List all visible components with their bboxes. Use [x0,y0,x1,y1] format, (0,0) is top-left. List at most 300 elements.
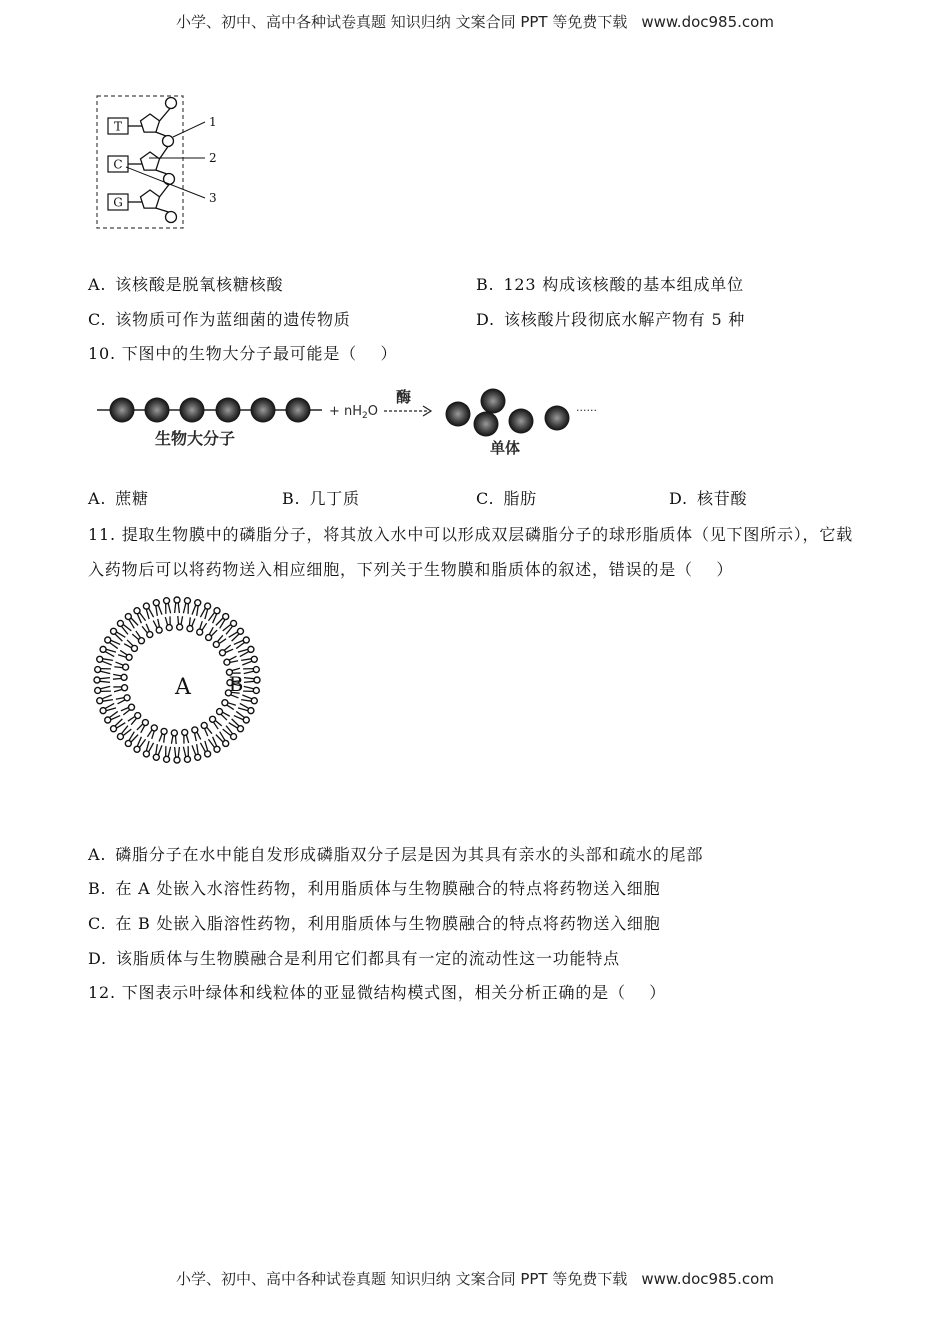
lipid-tail [178,616,179,624]
lipid-tail [205,741,208,751]
option-label: C. [88,310,107,329]
polymer-unit [251,398,276,423]
phospholipid-outer [174,747,180,763]
pointer-label-3: 3 [209,191,217,205]
lipid-head [214,608,220,614]
option-text: 脂肪 [503,489,537,508]
phospholipid-outer [95,667,111,674]
phospholipid-inner [201,722,212,736]
phospholipid-outer [229,628,244,641]
footer-slogan: 小学、初中、高中各种试卷真题 知识归纳 文案合同 PPT 等免费下载 [176,1270,628,1288]
lipid-head [95,687,101,693]
option-label: D. [669,489,688,508]
lipid-head [143,751,149,757]
phospholipid-inner [177,616,183,630]
option-text: 该核酸片段彻底水解产物有 5 种 [503,310,746,329]
lipid-head [111,628,117,634]
lipid-tail [202,623,206,630]
lipid-tail [137,724,143,730]
phospholipid-outer [183,598,190,614]
phospholipid-outer [243,667,259,674]
phospholipid-inner [113,685,127,692]
option-b [282,489,360,509]
phospholipid-outer [223,726,237,740]
lipid-head [253,667,259,673]
lipid-head [97,656,103,662]
lipid-head [164,756,170,762]
lipid-head [253,687,259,693]
lipid-head [105,717,111,723]
option-text: 该核酸是脱氧核糖核酸 [115,275,284,294]
base-t-label: T [113,119,123,134]
lipid-head [195,600,201,606]
option-text: 该脂质体与生物膜融合是利用它们都具有一定的流动性这一功能特点 [115,949,620,968]
monomer [481,389,506,414]
lipid-tail [116,698,124,700]
lipid-tail [183,747,185,757]
lipid-tail [195,733,197,741]
phospholipid-outer [143,603,153,619]
lipid-tail [158,619,160,627]
lipid-head [187,626,193,632]
option-b [476,275,744,295]
lipid-tail [156,606,158,616]
polymer-unit [145,398,170,423]
phospholipid-outer [241,695,257,704]
lipid-head [174,597,180,603]
lipid-head [125,740,131,746]
phospholipid-inner [224,656,238,665]
lipid-head [251,656,257,662]
lipid-tail [123,710,129,715]
question-10-stem [88,344,397,364]
phospholipid-outer [174,597,180,613]
question-text: 提取生物膜中的磷脂分子，将其放入水中可以形成双层磷脂分子的球形脂质体（见下图所示），它载 [121,525,853,544]
polymer-unit [216,398,241,423]
header-url: www.doc985.com [641,13,774,31]
option-a [88,275,283,295]
lipid-tail [226,649,233,652]
phospholipid-inner [121,704,135,715]
hydrolysis-diagram [90,378,620,460]
lipid-tail [242,661,251,665]
lipid-head [231,620,237,626]
phospholipid-inner [147,725,157,739]
lipid-head [126,654,132,660]
lipid-tail [102,661,111,665]
question-11-stem-line-1 [88,525,853,545]
continuation-dots: ...... [576,401,597,414]
lipid-head [201,722,207,728]
page-footer [0,1269,950,1289]
lipid-tail [100,678,110,679]
monomer [474,412,499,437]
lipid-tail [244,681,254,682]
lipid-tail [221,714,227,720]
phosphate-groups [163,98,177,223]
option-b [88,879,660,899]
lipid-tail [219,639,226,644]
lipid-head [184,756,190,762]
lipid-tail [230,661,238,663]
lipid-head [184,598,190,604]
lipid-head [166,625,172,631]
lipid-tail [178,747,179,757]
phospholipid-outer [125,614,138,629]
water-subscript: 2 [362,411,368,421]
lipid-tail [113,678,121,679]
phospholipid-outer [100,703,116,713]
lipid-head [143,603,149,609]
phospholipid-outer [238,703,254,713]
option-d [476,310,745,330]
lipid-head [161,728,167,734]
option-text: 磷脂分子在水中能自发形成磷脂双分子层是因为其具有亲水的头部和疏水的尾部 [115,845,704,864]
phospholipid-inner [219,645,233,656]
option-a [88,845,703,865]
lipid-tail [100,686,110,688]
lipid-head [223,740,229,746]
pointer-label-2: 2 [209,151,217,165]
lipid-head [210,716,216,722]
option-text: 该物质可作为蓝细菌的遗传物质 [115,310,351,329]
option-text: 几丁质 [309,489,360,508]
lipid-tail [240,652,249,657]
lipid-head [134,746,140,752]
question-text: 下图表示叶绿体和线粒体的亚显微结构模式图，相关分析正确的是（ ） [121,983,667,1002]
question-12-stem [88,983,666,1003]
lipid-head [156,627,162,633]
phospholipid-inner [113,674,127,680]
lipid-tail [205,609,208,619]
page-header [0,12,950,32]
lipid-head [231,734,237,740]
monomer [446,402,471,427]
pointer-line-3 [126,167,205,198]
phospholipid-outer [200,741,210,757]
lipid-tail [244,678,254,679]
liposome-diagram [85,590,270,770]
lipid-tail [159,734,162,741]
option-text: 蔗糖 [115,489,149,508]
pointer-label-1: 1 [209,115,217,129]
lipid-tail [200,608,205,617]
lipid-head [123,664,129,670]
phospholipid-inner [128,713,141,725]
lipid-head [125,614,131,620]
phospholipid-outer [97,656,113,665]
phospholipid-outer [216,732,229,747]
lipid-tail [146,624,149,631]
monomers [446,389,570,437]
phospholipid-inner [213,635,226,647]
phospholipid-outer [238,646,254,656]
lipid-tail [197,744,199,754]
lipid-head [237,628,243,634]
lipid-tail [118,655,126,657]
lipid-tail [229,656,236,660]
phospholipid-outer [183,746,190,762]
lipid-head [100,646,106,652]
phospholipid-outer [164,746,171,762]
phospholipid-outer [244,677,260,683]
lipid-tail [244,686,254,688]
lipid-tail [121,708,128,711]
deoxyribose-sugars [141,114,160,208]
lipid-tail [183,603,185,613]
lipid-tail [200,621,202,629]
lipid-tail [141,726,145,733]
phospholipid-inner [210,716,222,729]
option-label: B. [476,275,495,294]
lipid-head [164,598,170,604]
lipid-head [121,674,127,680]
lipid-tail [244,671,254,673]
phospholipid-outer [95,686,111,693]
lipid-tail [118,700,125,704]
lipid-head [105,637,111,643]
polymer-unit [110,398,135,423]
lipid-tail [242,695,251,699]
lipid-tail [171,736,172,744]
lipid-tail [103,700,113,702]
lipid-tail [120,650,127,654]
lipid-tail [186,735,188,743]
base-g-label: G [113,195,123,210]
lipid-tail [205,729,208,736]
option-label: A. [88,275,107,294]
phospholipid-inner [124,640,137,651]
phospholipid-inner [132,631,144,644]
phospholipid-outer [208,608,220,623]
polymer-unit [180,398,205,423]
lipid-tail [214,722,219,729]
phospholipid-outer [125,732,138,747]
lipid-head [254,677,260,683]
phospholipid-outer [134,608,146,623]
option-a [88,489,149,509]
option-text: 在 A 处嵌入水溶性药物，利用脂质体与生物膜融合的特点将药物送入细胞 [115,879,661,898]
lipid-head [223,614,229,620]
lipid-tail [241,700,251,702]
option-c [88,310,351,330]
lipid-tail [181,616,182,624]
phospholipid-outer [111,628,126,641]
option-text: 核苷酸 [696,489,748,508]
lipid-tail [106,649,116,652]
phospholipid-inner [165,616,172,630]
lipid-head [151,725,157,731]
phospholipid-outer [134,737,146,752]
option-label: A. [88,489,107,508]
phospholipid-outer [105,711,120,723]
base-c-label: C [113,157,123,172]
lipid-head [147,632,153,638]
lipid-tail [100,671,110,673]
phospholipid-outer [229,719,244,732]
lipid-tail [207,727,212,733]
phospholipid-outer [153,600,162,616]
phospholipid-outer [223,620,237,634]
lipid-head [197,629,203,635]
lipid-tail [114,689,122,691]
lipid-tail [241,659,251,661]
lipid-head [205,603,211,609]
lipid-head [117,734,123,740]
phospholipid-inner [222,700,236,710]
phospholipid-inner [197,621,207,635]
lipid-tail [158,605,162,614]
option-text: 123 构成该核酸的基本组成单位 [503,275,744,294]
lipid-head [138,638,144,644]
phospholipid-outer [117,726,131,740]
lipid-head [192,727,198,733]
phospholipid-outer [216,614,229,629]
option-d [88,949,620,969]
phospholipid-outer [208,737,220,752]
option-c [476,489,537,509]
question-11-stem-line-2 [88,560,733,580]
lipid-tail [192,745,196,754]
lipid-head [217,709,223,715]
lipid-tail [178,603,179,613]
phospholipid-outer [200,603,210,619]
lipid-head [122,685,128,691]
phospholipid-outer [192,744,201,760]
monomer-label: 单体 [490,439,521,457]
lipid-tail [164,735,165,743]
phospholipid-inner [159,728,167,742]
lipid-head [153,600,159,606]
lipid-tail [105,652,114,657]
lipid-head [135,713,141,719]
lipid-tail [211,630,217,636]
question-number: 11. [88,525,116,544]
lipid-head [248,646,254,652]
phospholipid-outer [192,600,201,616]
lipid-head [243,717,249,723]
lipid-tail [113,674,121,675]
sugar-pentagon [141,152,160,170]
lipid-tail [142,626,147,632]
lipid-tail [102,695,111,699]
lipid-head [171,730,177,736]
lipid-tail [147,730,151,737]
question-text: 入药物后可以将药物送入相应细胞，下列关于生物膜和脂质体的叙述，错误的是（ ） [88,560,734,579]
lipid-head [153,754,159,760]
region-a-label: A [175,675,191,700]
lipid-head [131,645,137,651]
lipid-tail [218,635,223,641]
lipid-tail [149,608,154,617]
phospholipid-outer [97,695,113,704]
lipid-tail [168,747,170,757]
lipid-tail [238,649,248,652]
lipid-tail [136,631,141,638]
lipid-tail [100,681,110,682]
option-label: C. [88,914,107,933]
phosphate-circle [163,136,174,147]
lipid-tail [165,617,167,625]
lipid-tail [146,741,149,751]
lipid-head [237,726,243,732]
phospholipid-outer [241,656,257,665]
lipid-tail [158,745,162,754]
option-label: D. [476,310,495,329]
lipid-tail [192,619,195,626]
lipid-head [100,708,106,714]
lipid-tail [153,621,157,628]
lipid-head [248,708,254,714]
phospholipid-outer [94,677,110,683]
lipid-tail [227,705,234,709]
phospholipid-outer [111,719,126,732]
lipid-tail [232,668,240,670]
pointer-line-1 [173,122,205,137]
polymer-label: 生物大分子 [155,429,236,448]
lipid-tail [240,703,249,708]
option-label: A. [88,845,107,864]
lipid-head [95,667,101,673]
polymer-unit [286,398,311,423]
phosphate-circle [166,98,177,109]
lipid-head [219,650,225,656]
lipid-tail [116,662,123,665]
lipid-tail [168,603,170,613]
lipid-tail [152,731,154,739]
lipid-tail [197,732,201,739]
lipid-head [142,720,148,726]
water-prefix: + nH [329,404,363,419]
phospholipid-inner [142,624,153,638]
phospholipid-outer [153,744,162,760]
phospholipid-outer [234,637,249,649]
region-b-label: B [228,672,244,696]
phospholipid-inner [217,709,230,720]
option-d [669,489,747,509]
lipid-head [182,729,188,735]
lipid-head [129,704,135,710]
lipid-tail [128,717,135,722]
lipid-tail [223,712,230,716]
water-suffix: O [367,404,379,419]
lipid-head [251,698,257,704]
sugar-pentagon [141,190,160,208]
phospholipid-inner [153,619,162,633]
lipid-head [224,659,230,665]
lipid-tail [228,703,236,705]
lipid-tail [127,640,133,646]
phospholipid-outer [117,620,131,634]
header-slogan: 小学、初中、高中各种试卷真题 知识归纳 文案合同 PPT 等免费下载 [176,13,628,31]
option-label: B. [88,879,107,898]
lipid-tail [238,708,248,711]
lipid-head [97,698,103,704]
lipid-tail [149,743,154,752]
lipid-head [205,751,211,757]
phospholipid-inner [192,727,201,741]
question-text: 下图中的生物大分子最可能是（ ） [121,344,398,363]
phospholipid-outer [234,711,249,723]
phospholipid-inner [206,627,217,640]
water-label [329,404,378,421]
phosphate-circle [166,212,177,223]
lipid-head [206,634,212,640]
lipid-head [177,624,183,630]
lipid-tail [216,721,222,726]
phospholipid-inner [118,650,132,660]
phospholipid-inner [114,662,128,670]
